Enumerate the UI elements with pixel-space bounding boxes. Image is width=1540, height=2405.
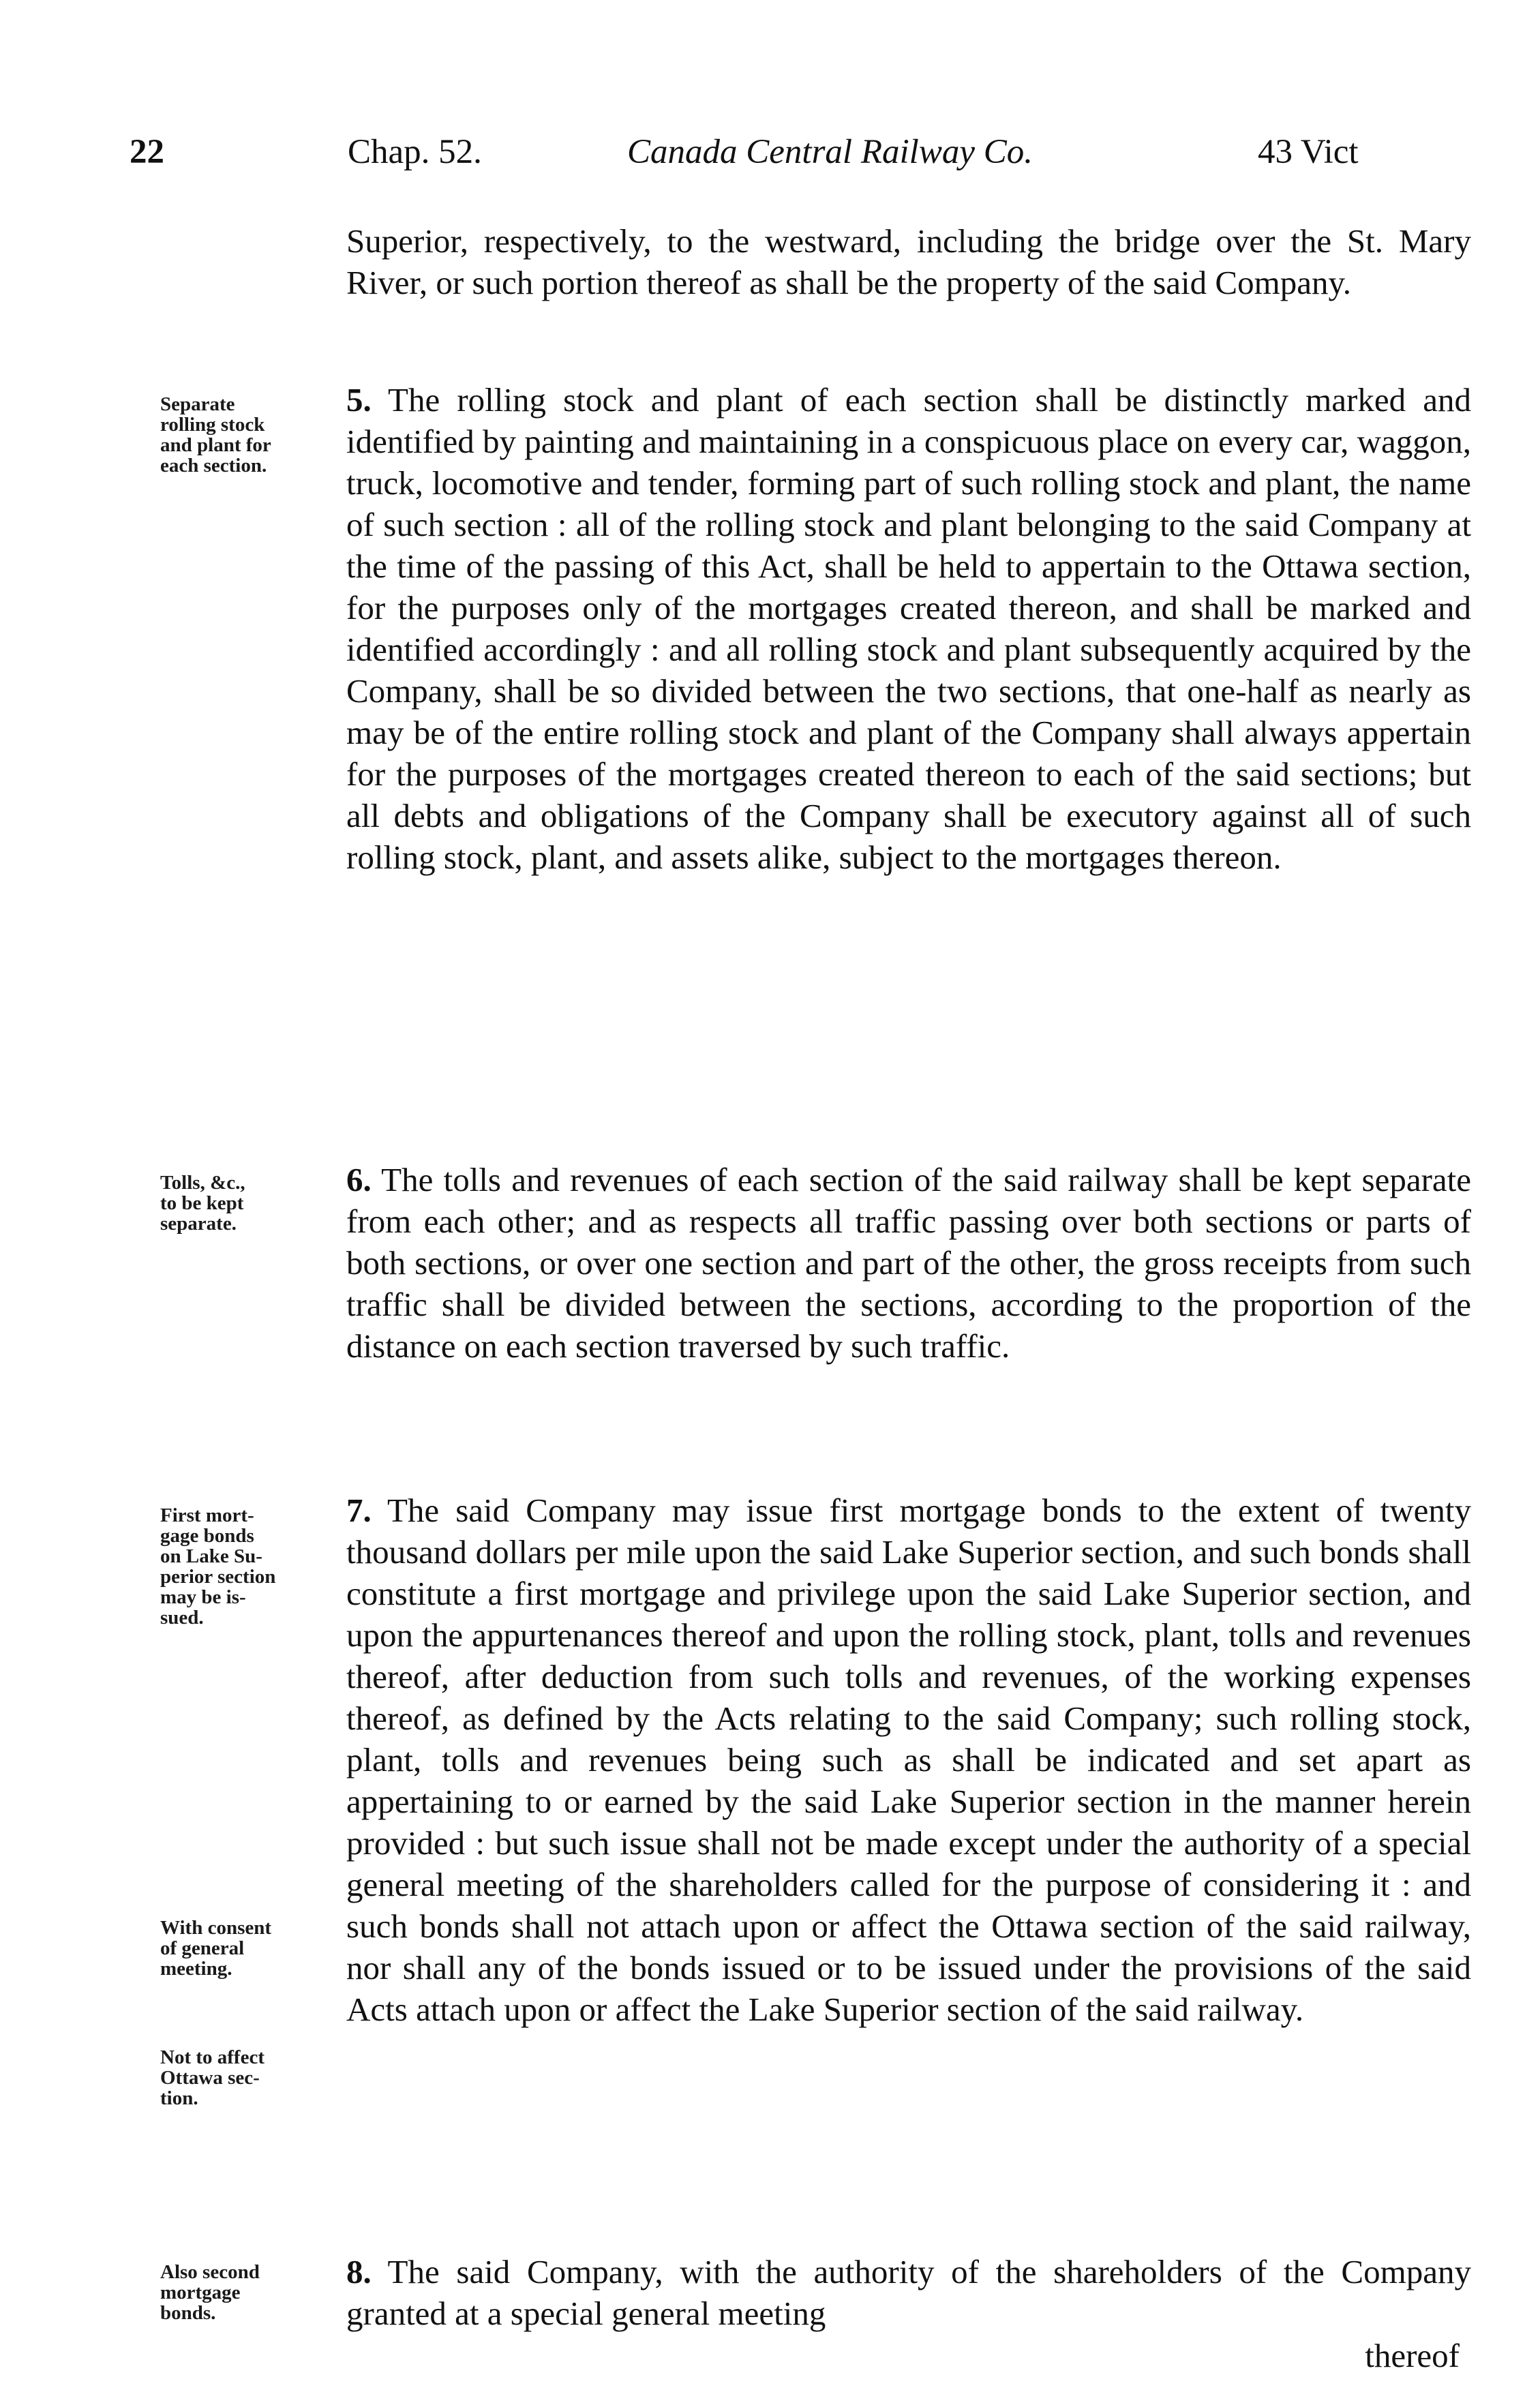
section-7 [346,1489,1471,2030]
section-paragraph [346,2251,1471,2334]
margin-note-text: Tolls, &c., to be kept separate. [160,1172,245,1235]
margin-note-text: Not to affect Ottawa sec- tion. [160,2046,265,2109]
margin-note-first-mortgage-bonds [160,1505,351,1628]
continuation-text: Superior, respectively, to the westward, including the bridge over the St. Mary River, or such portion thereof as shall be the property of the said Company. [346,222,1471,301]
section-text: The said Company may issue first mortgage bonds to the extent of twenty thousand dollars per mile upon the said Lake Superior section, and such bonds shall constitute a first mortgage and privilege upon the said Lake Superior section, and upon the appurtenances thereof and upon the rolling stock, plant, tolls and revenues thereof, after deduction from such tolls and revenues, of the working expenses thereof, as defined by the Acts relating to the said Company; such rolling stock, plant, tolls and revenues being such as shall be indicated and set apart as appertaining to or earned by the said Lake Superior section in the manner herein provided : but such issue shall not be made except under the authority of a special general meeting of the shareholders called for the purpose of considering it : and such bonds shall not attach upon or affect the Ottawa section of the said railway, nor shall any of the bonds issued or to be issued under the provisions of the said Acts attach upon or affect the Lake Superior section of the said railway. [346,1492,1471,2028]
catchword: thereof [1365,2337,1460,2374]
margin-note-separate-rolling-stock [160,394,351,476]
margin-note-text: Also second mortgage bonds. [160,2261,260,2324]
section-number: 7. [346,1492,372,1529]
section-text: The said Company, with the authority of the shareholders of the Company granted at a special general meeting [346,2253,1471,2332]
margin-note-consent-general-meeting [160,1918,351,1979]
section-6 [346,1159,1471,1367]
section-text: The tolls and revenues of each section of the said railway shall be kept separate from each other; and as respects all traffic passing over both sections or parts of both sections, or over one section and part of the other, the gross receipts from such traffic shall be divided between the sections, according to the proportion of the distance on each section traversed by such traffic. [346,1161,1471,1365]
section-text: The rolling stock and plant of each section shall be distinctly marked and identified by painting and maintaining in a conspicuous place on every car, waggon, truck, locomotive and tender, forming part of such rolling stock and plant, the name of such section : all of the rolling stock and plant belonging to the said Company at the time of the passing of this Act, shall be held to appertain to the Ottawa section, for the purposes only of the mortgages created thereon, and shall be marked and identified accordingly : and all rolling stock and plant subsequently acquired by the Company, shall be so divided between the two sections, that one-half as nearly as may be of the entire rolling stock and plant of the Company shall always appertain for the purposes of the mortgages created thereon to each of the said sections; but all debts and obligations of the Company shall be executory against all of such rolling stock, plant, and assets alike, subject to the mortgages thereon. [346,381,1471,876]
section-number: 8. [346,2253,372,2290]
section-8 [346,2251,1471,2334]
continuation-paragraph [346,220,1471,303]
page-number: 22 [130,133,164,171]
margin-note-text: First mort- gage bonds on Lake Su- perior section may be is- sued. [160,1504,276,1629]
margin-note-text: With consent of general meeting. [160,1917,272,1980]
section-paragraph [346,1159,1471,1367]
section-number: 5. [346,381,372,419]
section-5 [346,379,1471,878]
running-title: Canada Central Railway Co. [627,133,1033,171]
section-paragraph [346,1489,1471,2030]
section-paragraph [346,379,1471,878]
margin-note-text: Separate rolling stock and plant for each section. [160,393,271,477]
margin-note-second-mortgage-bonds [160,2262,351,2323]
section-number: 6. [346,1161,372,1198]
chapter-label: Chap. 52. [348,133,482,171]
margin-note-tolls-separate [160,1173,351,1234]
margin-note-not-affect-ottawa [160,2047,351,2108]
regnal-year: 43 Vict [1258,133,1359,171]
running-header [0,128,1540,176]
